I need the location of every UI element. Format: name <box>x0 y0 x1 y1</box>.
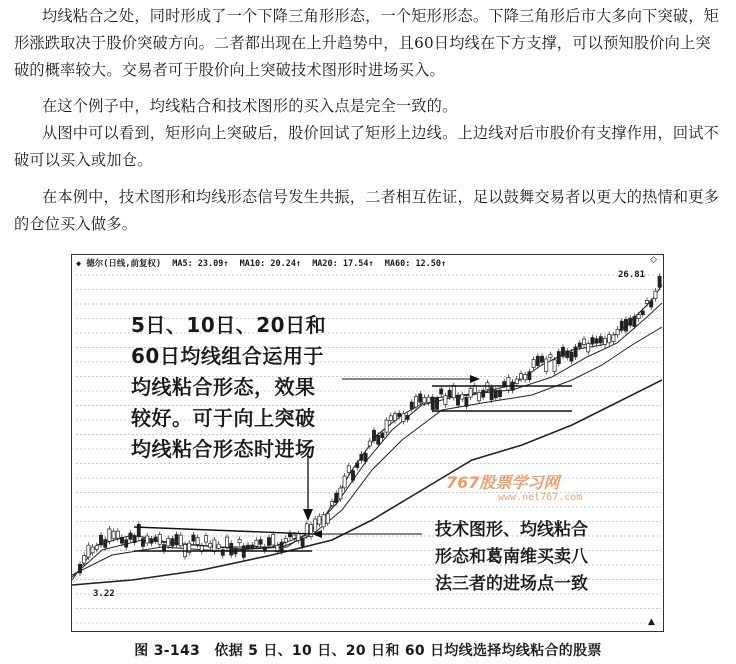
candle-body <box>515 379 518 384</box>
candle-body <box>322 515 325 527</box>
candle-body <box>150 539 153 543</box>
candle-body <box>612 335 615 342</box>
candle-body <box>524 375 527 380</box>
candle-body <box>309 525 312 537</box>
callout-right-line: 形态和葛南维买卖八 <box>435 547 588 567</box>
candle-body <box>414 397 417 407</box>
candle-body <box>608 335 611 343</box>
candle-body <box>171 539 174 546</box>
figure-caption: 图 3-143 依据 5 日、10 日、20 日和 60 日均线选择均线粘合的股票 <box>134 643 602 659</box>
candle-body <box>633 317 636 327</box>
candle-body <box>578 343 581 347</box>
candle-body <box>116 531 119 538</box>
candle-body <box>599 337 602 343</box>
paragraph-2: 在这个例子中，均线粘合和技术图形的买入点是完全一致的。 <box>42 97 458 115</box>
candle-body <box>461 395 464 399</box>
callout-left-line: 60日均线组合运用于 <box>131 344 324 368</box>
callout-right-line: 技术图形、均线粘合 <box>435 520 588 540</box>
candle-body <box>158 534 161 544</box>
candle-body <box>503 382 506 386</box>
legend-stock: ◆ 德尔(日线,前复权) <box>76 259 162 269</box>
candle-body <box>83 556 86 563</box>
candle-body <box>335 493 338 503</box>
candle-body <box>238 540 241 543</box>
candle-body <box>389 416 392 421</box>
candle-body <box>280 542 283 551</box>
legend-ma20: MA20: 17.54↑ <box>312 259 374 269</box>
callout-right <box>435 517 645 598</box>
candle-body <box>196 538 199 545</box>
candle-body <box>423 397 426 402</box>
candle-body <box>377 435 380 444</box>
candle-body <box>507 377 510 390</box>
candle-body <box>230 543 233 555</box>
diamond-icon: ◇ <box>650 255 657 265</box>
candle-body <box>175 534 178 544</box>
candle-body <box>456 395 459 405</box>
callout-left-line: 较好。可于向上突破 <box>131 406 316 430</box>
candle-body <box>595 339 598 343</box>
candle-body <box>616 329 619 335</box>
candle-body <box>284 538 287 542</box>
callout-left-line: 5日、10日、20日和 <box>131 313 327 337</box>
candle-body <box>587 344 590 352</box>
candle-body <box>469 389 472 398</box>
candle-body <box>582 339 585 345</box>
candle-body <box>314 519 317 532</box>
candle-body <box>125 540 128 547</box>
watermark-url: www.net767.com <box>498 492 583 503</box>
candle-body <box>108 529 111 541</box>
legend-ma10: MA10: 20.24↑ <box>239 259 302 269</box>
candle-body <box>255 540 258 546</box>
candle-body <box>444 396 447 405</box>
candle-body <box>603 338 606 344</box>
candle-body <box>293 535 296 538</box>
watermark-text: 767股票学习网 <box>446 473 560 492</box>
candle-body <box>87 545 90 557</box>
candle-body <box>561 347 564 356</box>
candle-body <box>452 385 455 397</box>
candle-body <box>204 536 207 543</box>
candle-body <box>381 433 384 438</box>
candle-body <box>536 356 539 365</box>
corner-triangle-icon: ▲ <box>648 617 655 627</box>
candle-body <box>133 536 136 543</box>
candle-body <box>326 514 329 523</box>
candle-body <box>645 300 648 303</box>
candle-body <box>213 540 216 552</box>
candle-body <box>570 352 573 361</box>
candle-body <box>263 547 266 551</box>
candle-body <box>528 372 531 380</box>
candle-body <box>120 537 123 543</box>
candle-body <box>624 319 627 331</box>
candle-body <box>654 291 657 298</box>
callout-left-line: 均线粘合形态，效果 <box>131 375 316 399</box>
candle-body <box>267 538 270 546</box>
candle-body <box>112 531 115 538</box>
candle-body <box>402 414 405 422</box>
candle-body <box>137 524 140 536</box>
candle-body <box>343 476 346 488</box>
candle-body <box>347 466 350 473</box>
candle-body <box>162 545 165 551</box>
legend-ma5: MA5: 23.09↑ <box>172 259 229 269</box>
chart-legend <box>76 257 452 269</box>
candle-body <box>427 397 430 402</box>
candle-body <box>650 301 653 307</box>
candle-body <box>129 533 132 539</box>
candle-body <box>557 352 560 364</box>
candle-body <box>477 393 480 401</box>
candle-body <box>398 413 401 416</box>
candle-body <box>246 545 249 549</box>
candle-body <box>251 545 254 549</box>
candle-body <box>297 534 300 541</box>
candle-body <box>448 390 451 397</box>
candle-body <box>209 543 212 547</box>
candle-body <box>259 540 262 545</box>
candle-body <box>406 415 409 419</box>
candle-body <box>339 488 342 499</box>
high-price-label: 26.81 <box>618 270 646 280</box>
candle-body <box>498 390 501 396</box>
legend-ma60: MA60: 12.50↑ <box>384 259 447 269</box>
candle-body <box>637 315 640 319</box>
candle-body <box>440 389 443 394</box>
candle-body <box>78 564 81 573</box>
candle-body <box>566 351 569 358</box>
callout-left <box>131 310 371 465</box>
candle-body <box>410 402 413 409</box>
candle-body <box>372 430 375 440</box>
candle-body <box>490 388 493 400</box>
arrow-down-head <box>303 509 313 521</box>
candle-body <box>272 534 275 545</box>
candle-body <box>179 535 182 546</box>
candle-body <box>574 347 577 357</box>
candle-body <box>192 535 195 541</box>
candle-body <box>225 537 228 547</box>
callout-left-line: 均线粘合形态时进场 <box>131 437 316 461</box>
candle-body <box>549 355 552 358</box>
candle-body <box>351 471 354 481</box>
candle-body <box>301 538 304 546</box>
candle-body <box>154 537 157 541</box>
candle-body <box>419 394 422 402</box>
candle-body <box>545 359 548 372</box>
candle-body <box>532 360 535 368</box>
candle-body <box>482 390 485 397</box>
arrow-right-head <box>470 375 480 383</box>
candle-body <box>99 535 102 545</box>
candle-body <box>167 538 170 545</box>
paragraph-4: 在本例中，技术图形和均线形态信号发生共振，二者相互佐证，足以鼓舞交易者以更大的热情和更多的仓位买入做多。 <box>14 188 720 233</box>
candle-body <box>146 536 149 543</box>
triangle-upper-line <box>134 527 312 534</box>
candle-body <box>641 311 644 315</box>
candle-body <box>141 539 144 547</box>
candle-body <box>217 544 220 548</box>
low-price-label: 3.22 <box>93 589 115 599</box>
candle-body <box>91 547 94 553</box>
candle-body <box>591 338 594 345</box>
candle-body <box>95 546 98 550</box>
candle-body <box>540 356 543 362</box>
candle-body <box>553 360 556 371</box>
candle-body <box>431 397 434 409</box>
candle-body <box>435 398 438 409</box>
candle-body <box>629 318 632 325</box>
candle-body <box>519 374 522 379</box>
candle-body <box>620 321 623 330</box>
candle-body <box>318 516 321 524</box>
paragraph-1: 均线粘合之处，同时形成了一个下降三角形形态，一个矩形形态。下降三角形后市大多向下突破，矩形涨跌取决于股价突破方向。二者都出现在上升趋势中，且60日均线在下方支撑，可以预知股价向上突破的概率较大。交易者可于股价向上突破技术图形时进场买入。 <box>14 7 720 79</box>
candle-body <box>330 502 333 506</box>
candle-body <box>494 390 497 397</box>
callout-right-line: 法三者的进场点一致 <box>435 574 588 594</box>
candle-body <box>658 276 661 287</box>
candle-body <box>465 397 468 406</box>
candle-body <box>104 540 107 548</box>
paragraph-3: 从图中可以看到，矩形向上突破后，股价回试了矩形上边线。上边线对后市股价有支撑作用，回试不破可以买入或加仓。 <box>14 124 720 169</box>
candle-body <box>385 420 388 432</box>
candle-body <box>393 414 396 421</box>
